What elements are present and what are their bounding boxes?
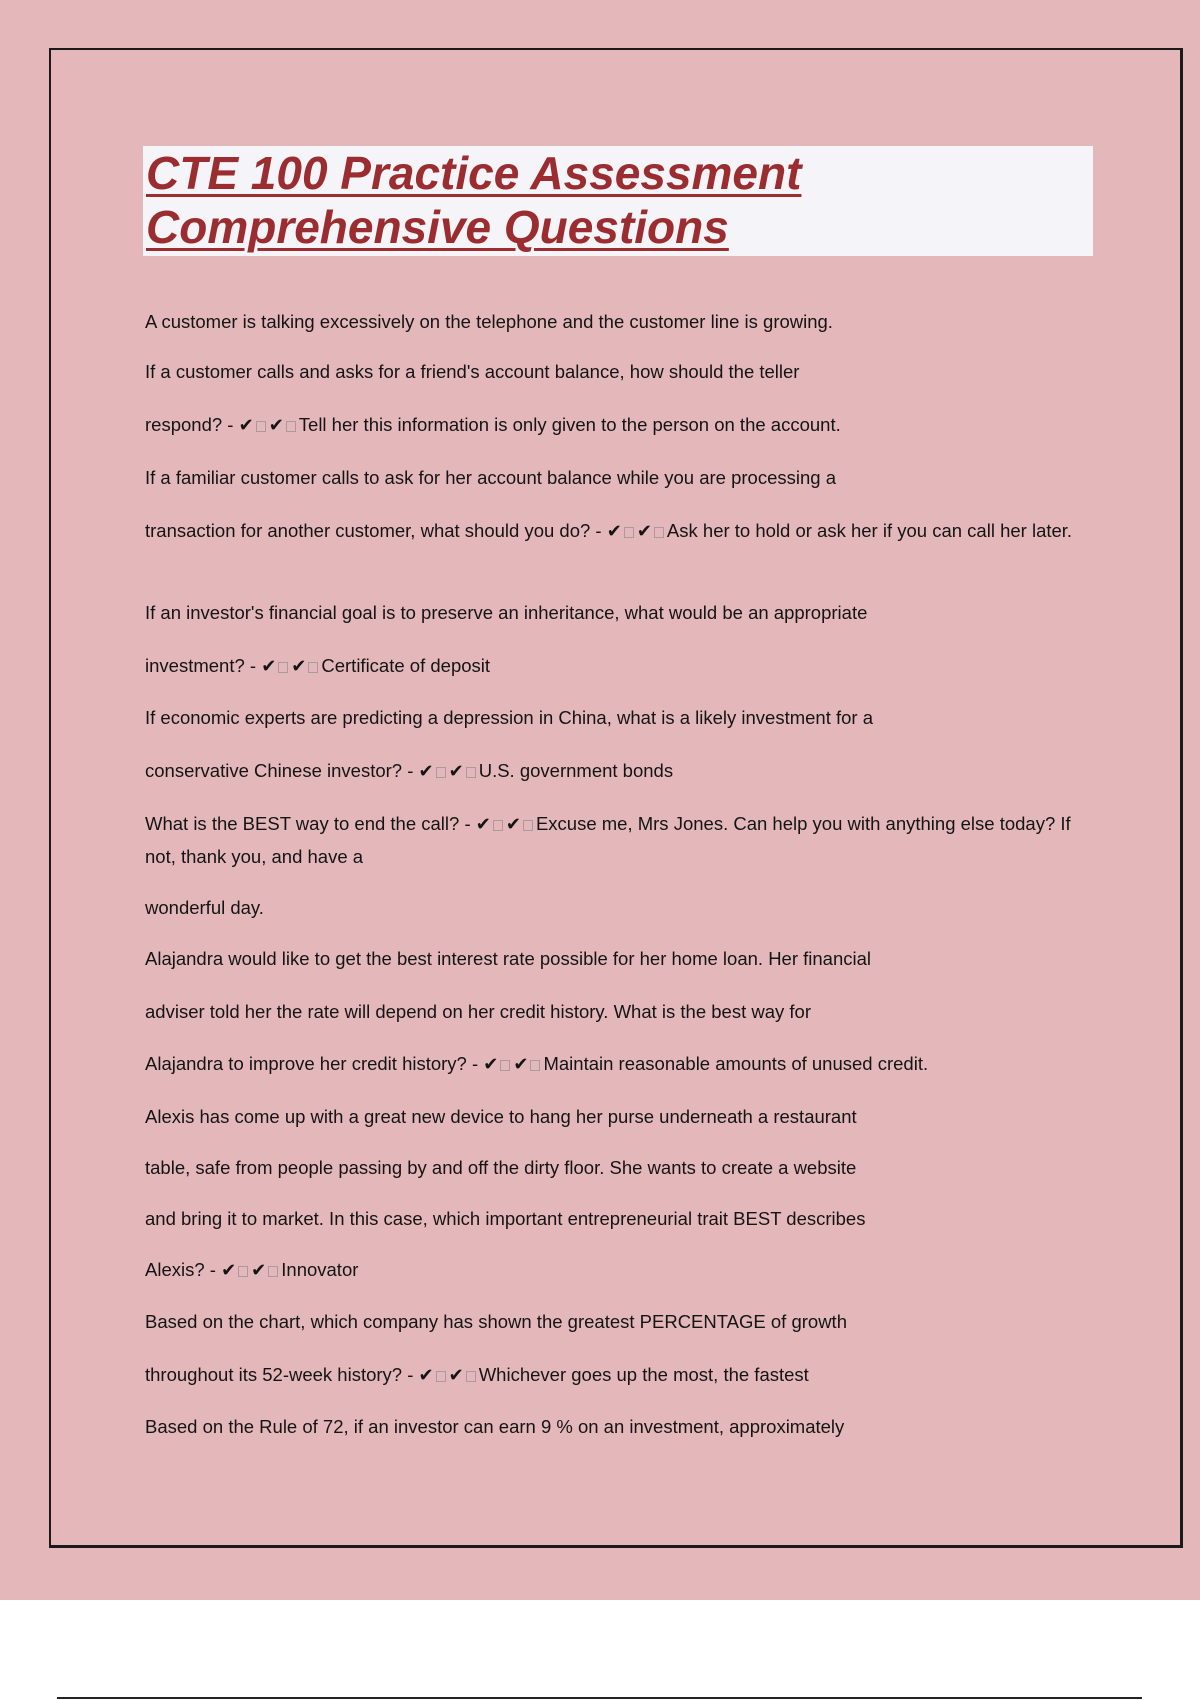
document-title-line-2: Comprehensive Questions: [146, 201, 729, 253]
answer-text: Ask her to hold or ask her if you can call her later.: [666, 520, 1073, 541]
empty-box-icon: [523, 820, 533, 831]
answer-text: U.S. government bonds: [478, 760, 674, 781]
question-text: If an investor's financial goal is to preserve an inheritance, what would be an appropriate: [145, 602, 868, 623]
question-text: adviser told her the rate will depend on her credit history. What is the best way for: [145, 1001, 811, 1022]
question-answer-line: [145, 755, 1085, 788]
question-text: Alajandra to improve her credit history? -: [145, 1053, 484, 1074]
check-icon: ✔: [475, 814, 491, 835]
empty-box-icon: [436, 1371, 446, 1382]
check-icon: ✔: [291, 656, 307, 677]
answer-text: Tell her this information is only given to the person on the account.: [298, 414, 841, 435]
question-text: transaction for another customer, what should you do? -: [145, 520, 607, 541]
check-icon: ✔: [448, 761, 464, 782]
question-answer-line: [145, 808, 1085, 873]
empty-box-icon: [493, 820, 503, 831]
question-text: If a familiar customer calls to ask for her account balance while you are processing a: [145, 467, 836, 488]
answer-text: Innovator: [281, 1259, 359, 1280]
question-text: If a customer calls and asks for a friend's account balance, how should the teller: [145, 361, 800, 382]
question-text: A customer is talking excessively on the telephone and the customer line is growing.: [145, 311, 833, 332]
empty-box-icon: [500, 1060, 510, 1071]
document-title-line-1: CTE 100 Practice Assessment: [146, 147, 802, 199]
question-text: Alajandra would like to get the best interest rate possible for her home loan. Her financial: [145, 948, 872, 969]
check-icon: ✔: [251, 1260, 267, 1281]
answer-text: Excuse me, Mrs Jones. Can help you with anything else today? If not, thank you, and have a: [145, 813, 1071, 867]
empty-box-icon: [308, 662, 318, 673]
question-text: table, safe from people passing by and off the dirty floor. She wants to create a website: [145, 1157, 857, 1178]
check-icon: ✔: [268, 415, 284, 436]
question-text: and bring it to market. In this case, which important entrepreneurial trait BEST describes: [145, 1208, 866, 1229]
empty-box-icon: [624, 527, 634, 538]
question-text: respond? -: [145, 414, 239, 435]
empty-box-icon: [436, 767, 446, 778]
question-answer-line: [145, 1254, 1085, 1287]
check-icon: ✔: [221, 1260, 237, 1281]
question-text: throughout its 52-week history? -: [145, 1364, 419, 1385]
question-text: What is the BEST way to end the call? -: [145, 813, 476, 834]
question-text: Based on the chart, which company has shown the greatest PERCENTAGE of growth: [145, 1311, 847, 1332]
question-answer-line: [145, 1359, 1085, 1392]
check-icon: ✔: [636, 521, 652, 542]
check-icon: ✔: [238, 415, 254, 436]
question-text: Based on the Rule of 72, if an investor can earn 9 % on an investment, approximately: [145, 1416, 845, 1437]
question-text: Alexis? -: [145, 1259, 222, 1280]
answer-text: Maintain reasonable amounts of unused credit.: [543, 1053, 929, 1074]
empty-box-icon: [268, 1266, 278, 1277]
empty-box-icon: [278, 662, 288, 673]
empty-box-icon: [466, 1371, 476, 1382]
check-icon: ✔: [505, 814, 521, 835]
question-text: conservative Chinese investor? -: [145, 760, 419, 781]
question-answer-line: [145, 409, 1085, 442]
check-icon: ✔: [418, 761, 434, 782]
answer-text: Certificate of deposit: [321, 655, 491, 676]
question-answer-line: [145, 650, 1085, 683]
check-icon: ✔: [261, 656, 277, 677]
empty-box-icon: [286, 421, 296, 432]
empty-box-icon: [530, 1060, 540, 1071]
footer-rule: [57, 1697, 1142, 1699]
answer-text: wonderful day.: [145, 897, 264, 918]
check-icon: ✔: [418, 1365, 434, 1386]
empty-box-icon: [256, 421, 266, 432]
question-text: investment? -: [145, 655, 262, 676]
question-text: Alexis has come up with a great new device to hang her purse underneath a restaurant: [145, 1106, 857, 1127]
empty-box-icon: [654, 527, 664, 538]
check-icon: ✔: [448, 1365, 464, 1386]
empty-box-icon: [466, 767, 476, 778]
question-text: If economic experts are predicting a depression in China, what is a likely investment for a: [145, 707, 874, 728]
question-answer-line: [145, 1048, 1085, 1081]
empty-box-icon: [238, 1266, 248, 1277]
check-icon: ✔: [513, 1054, 529, 1075]
answer-text: Whichever goes up the most, the fastest: [478, 1364, 809, 1385]
check-icon: ✔: [483, 1054, 499, 1075]
question-answer-line: [145, 515, 1085, 548]
check-icon: ✔: [606, 521, 622, 542]
